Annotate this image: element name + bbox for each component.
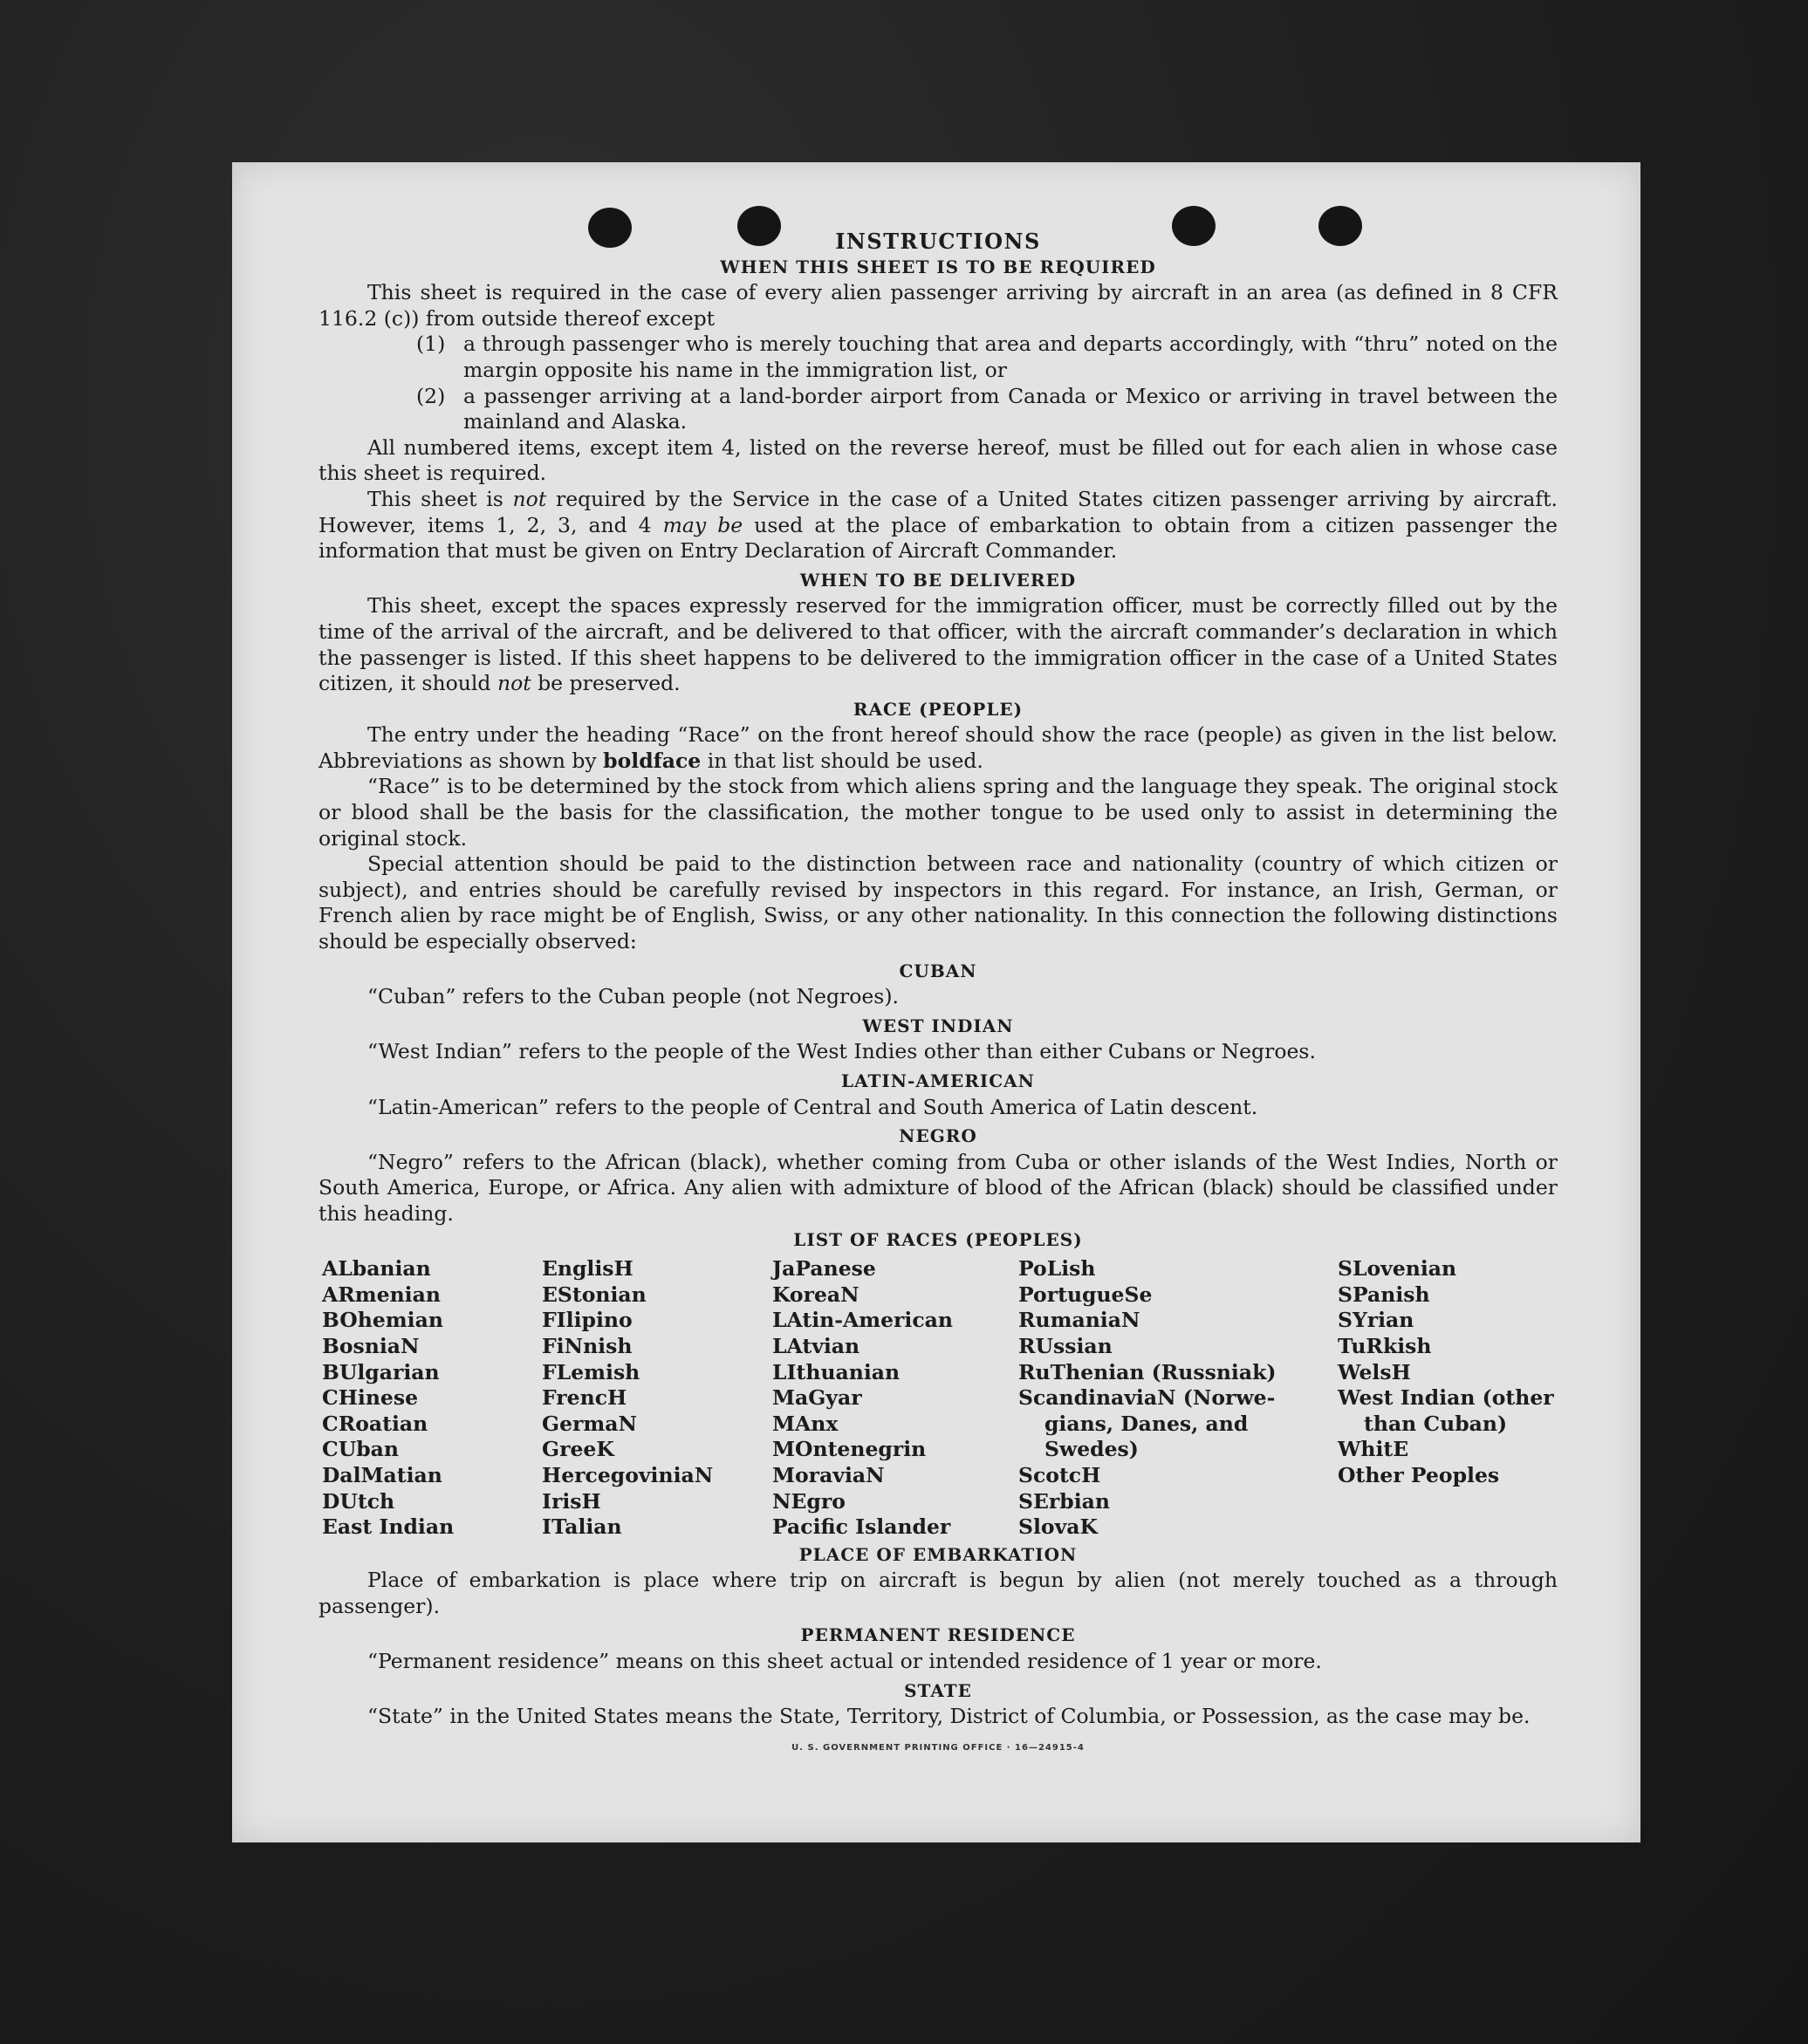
- race-entry: East Indian: [322, 1514, 455, 1540]
- race-entry: SYrian: [1338, 1308, 1414, 1333]
- race-entry: Pacific Islander: [772, 1514, 951, 1540]
- race-entry: SErbian: [1018, 1488, 1110, 1514]
- paragraph: “Cuban” refers to the Cuban people (not Negroes).: [367, 984, 900, 1009]
- text-run: used at the place of embarkation to obtain from a citizen passenger the information that must be given on Entry Declaration of Aircraft Commander.: [318, 512, 1558, 564]
- paragraph: “Negro” refers to the African (black), whether coming from Cuba or other islands of the West Indies, North or South America, Europe, or Africa. Any alien with admixture of blood of the African (black) should be classified under this heading.: [318, 1149, 1558, 1226]
- race-group: [1018, 1463, 1338, 1541]
- paragraph: “Permanent residence” means on this sheet actual or intended residence of 1 year or more.: [367, 1649, 1322, 1674]
- races-column: [542, 1256, 772, 1541]
- race-entry: PoLish: [1018, 1256, 1096, 1282]
- race-entry: ARmenian: [322, 1282, 441, 1307]
- page-title: INSTRUCTIONS: [835, 229, 1041, 254]
- race-entry: LIthuanian: [772, 1359, 901, 1384]
- race-entry: BOhemian: [322, 1308, 443, 1333]
- race-entry: ScotcH: [1018, 1462, 1101, 1487]
- item-text: a passenger arriving at a land-border airport from Canada or Mexico or arriving in travel between the mainland and Alaska.: [463, 383, 1558, 434]
- race-entry: KoreaN: [772, 1282, 859, 1307]
- heading-cuban: CUBAN: [899, 960, 977, 981]
- race-entry: DUtch: [322, 1488, 395, 1514]
- emphasis: not: [512, 486, 547, 511]
- race-entry-continued: Swedes): [1044, 1437, 1139, 1462]
- race-entry: FLemish: [542, 1359, 640, 1384]
- item-number: (2): [416, 383, 446, 408]
- race-entry: RuThenian (Russniak): [1018, 1359, 1277, 1384]
- text-run: in that list should be used.: [701, 748, 983, 773]
- races-column: [322, 1256, 542, 1541]
- race-group: [1338, 1256, 1561, 1385]
- list-item: [416, 384, 1558, 435]
- race-entry: HercegoviniaN: [542, 1462, 714, 1487]
- race-entry: NEgro: [772, 1488, 846, 1514]
- races-column: [1018, 1256, 1338, 1541]
- race-entry: CRoatian: [322, 1411, 428, 1436]
- race-entry: ALbanian: [322, 1256, 431, 1282]
- race-entry-continued: than Cuban): [1364, 1411, 1508, 1436]
- instruction-sheet: [232, 162, 1640, 1842]
- race-entry: IrisH: [542, 1488, 601, 1514]
- race-entry: ScandinaviaN (Norwe-: [1018, 1385, 1276, 1411]
- races-column: [772, 1256, 1018, 1541]
- text-run: This sheet is: [367, 486, 513, 511]
- paragraph: [318, 722, 1558, 774]
- paragraph: “Latin-American” refers to the people of Central and South America of Latin descent.: [367, 1094, 1258, 1119]
- race-entry: GreeK: [542, 1437, 614, 1462]
- race-entry: EStonian: [542, 1282, 647, 1307]
- item-number: (1): [416, 332, 446, 357]
- race-entry: MOntenegrin: [772, 1437, 927, 1462]
- race-entry: CUban: [322, 1437, 399, 1462]
- race-entry: TuRkish: [1338, 1333, 1432, 1358]
- race-entry: EnglisH: [542, 1256, 633, 1282]
- race-entry: JaPanese: [772, 1256, 876, 1282]
- race-entry: SPanish: [1338, 1282, 1430, 1307]
- race-group: [1338, 1437, 1561, 1488]
- emphasis: not: [497, 671, 531, 696]
- paragraph: “West Indian” refers to the people of the West Indies other than either Cubans or Negroes.: [367, 1039, 1316, 1064]
- emphasis: may be: [662, 512, 743, 537]
- heading-west-indian: WEST INDIAN: [862, 1015, 1014, 1036]
- paragraph: Special attention should be paid to the distinction between race and nationality (country of which citizen or subject), and entries should be carefully revised by inspectors in this regard. For instance, an Irish, German, or French alien by race might be of English, Swiss, or any other nationality. In this connection the following distinctions should be especially observed:: [318, 851, 1558, 954]
- paragraph: All numbered items, except item 4, listed on the reverse hereof, must be filled out for each alien in whose case this sheet is required.: [318, 434, 1558, 486]
- race-entry: PortugueSe: [1018, 1282, 1153, 1307]
- heading-list-of-races: LIST OF RACES (PEOPLES): [793, 1228, 1083, 1250]
- heading-state: STATE: [904, 1679, 972, 1701]
- race-entry: RumaniaN: [1018, 1308, 1140, 1333]
- heading-race: RACE (PEOPLE): [853, 698, 1024, 720]
- heading-latin-american: LATIN-AMERICAN: [841, 1070, 1035, 1091]
- bold-text: boldface: [603, 748, 702, 773]
- race-entry: FiNnish: [542, 1333, 633, 1358]
- heading-permanent-residence: PERMANENT RESIDENCE: [800, 1624, 1076, 1646]
- printer-imprint: U. S. GOVERNMENT PRINTING OFFICE · 16—24915-4: [791, 1742, 1085, 1753]
- item-text: a through passenger who is merely touching that area and departs accordingly, with “thru” noted on the margin opposite his name in the immigration list, or: [463, 332, 1558, 382]
- race-entry: ITalian: [542, 1514, 622, 1540]
- race-entry: MaGyar: [772, 1385, 862, 1411]
- text-run: This sheet, except the spaces expressly reserved for the immigration officer, must be correctly filled out by the time of the arrival of the aircraft, and be delivered to that officer, with the aircraft commander’s declaration in which the passenger is listed. If this sheet happens to be delivered to the immigration officer in the case of a United States citizen, it should: [318, 593, 1558, 696]
- race-entry: Other Peoples: [1338, 1462, 1500, 1487]
- race-entry: WhitE: [1338, 1437, 1409, 1462]
- heading-when-delivered: WHEN TO BE DELIVERED: [799, 569, 1077, 591]
- race-entry: LAtin-American: [772, 1308, 953, 1333]
- race-entry: RUssian: [1018, 1333, 1113, 1358]
- sheet-content: [318, 229, 1558, 1760]
- races-column: [1338, 1256, 1561, 1541]
- heading-when-required: WHEN THIS SHEET IS TO BE REQUIRED: [720, 256, 1156, 277]
- race-entry: CHinese: [322, 1385, 419, 1411]
- race-entry: DalMatian: [322, 1462, 442, 1487]
- paragraph: [318, 593, 1558, 696]
- paragraph: Place of embarkation is place where trip on aircraft is begun by alien (not merely touched as a through passenger).: [318, 1568, 1558, 1618]
- paragraph: “State” in the United States means the State, Territory, District of Columbia, or Possession, as the case may be.: [367, 1704, 1531, 1729]
- heading-negro: NEGRO: [899, 1125, 977, 1147]
- race-entry: WelsH: [1338, 1359, 1411, 1384]
- race-entry: LAtvian: [772, 1333, 860, 1358]
- race-entry-continued: gians, Danes, and: [1044, 1411, 1249, 1436]
- paragraph: “Race” is to be determined by the stock from which aliens spring and the language they speak. The original stock or blood shall be the basis for the classification, the mother tongue to be used only to assist in determining the original stock.: [318, 774, 1558, 851]
- race-entry: BosniaN: [322, 1333, 420, 1358]
- heading-place-of-embarkation: PLACE OF EMBARKATION: [798, 1543, 1078, 1565]
- race-entry: SlovaK: [1018, 1514, 1098, 1540]
- paragraph: This sheet is required in the case of every alien passenger arriving by aircraft in an area (as defined in 8 CFR 116.2 (c)) from outside thereof except: [318, 280, 1558, 331]
- race-entry: West Indian (other: [1338, 1385, 1554, 1411]
- race-group: [1018, 1256, 1338, 1385]
- paragraph: [318, 487, 1558, 564]
- race-entry: SLovenian: [1338, 1256, 1457, 1282]
- race-entry: FrencH: [542, 1385, 627, 1411]
- races-list: [322, 1256, 1558, 1541]
- race-entry: FIlipino: [542, 1308, 633, 1333]
- text-run: be preserved.: [531, 671, 681, 696]
- text-run: The entry under the heading “Race” on the front hereof should show the race (people) as given in the list below. Abbreviations as shown by: [318, 722, 1558, 773]
- race-entry: MoraviaN: [772, 1462, 885, 1487]
- race-entry: GermaN: [542, 1411, 637, 1436]
- race-entry: MAnx: [772, 1411, 839, 1436]
- list-item: [416, 332, 1558, 383]
- race-entry: BUlgarian: [322, 1359, 440, 1384]
- text-run: required by the Service in the case of a United States citizen passenger arriving by aircraft. However, items 1, 2, 3, and 4: [318, 486, 1558, 537]
